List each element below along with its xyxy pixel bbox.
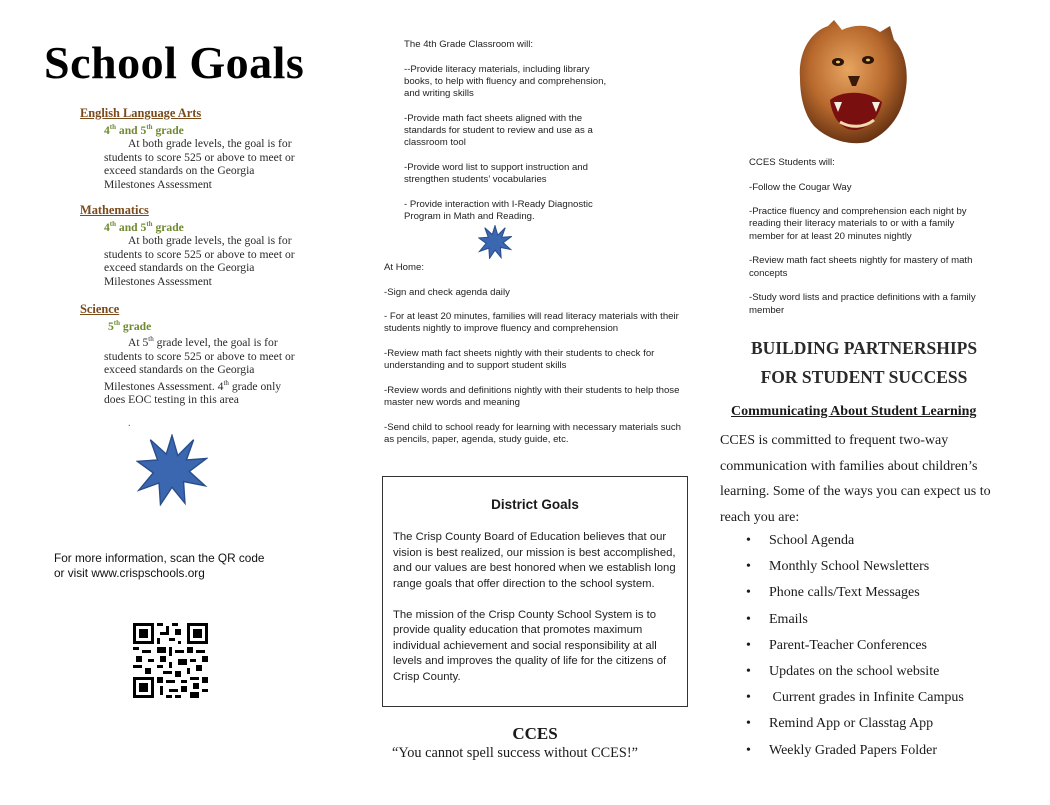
list-item: • Weekly Graded Papers Folder bbox=[746, 739, 964, 765]
communication-heading: Communicating About Student Learning bbox=[731, 404, 977, 419]
list-item: • Emails bbox=[746, 608, 964, 634]
grade-label: 5th grade bbox=[108, 318, 152, 333]
district-goals-body bbox=[393, 530, 679, 701]
grade-label: 4th and 5th grade bbox=[104, 219, 184, 234]
subject-ela bbox=[80, 107, 295, 191]
home-item: - For at least 20 minutes, families will read literacy materials with their students nightly to improve fluency and comprehension bbox=[384, 311, 679, 335]
subject-science bbox=[80, 303, 295, 407]
district-goals-box bbox=[382, 476, 688, 707]
partnership-title: BUILDING PARTNERSHIPS FOR STUDENT SUCCESS bbox=[750, 338, 978, 387]
school-name: CCES bbox=[512, 724, 558, 743]
classroom-item: -Provide math fact sheets aligned with the standards for student to review and use as a classroom tool bbox=[404, 112, 593, 149]
stray-dot: . bbox=[128, 418, 131, 429]
goal-text: At both grade levels, the goal is for students to score 525 or above to meet or exceed standards on the Georgia Milestones Assessment bbox=[104, 137, 295, 191]
subject-heading: Mathematics bbox=[80, 203, 149, 217]
list-item: • School Agenda bbox=[746, 529, 964, 555]
school-motto: “You cannot spell success without CCES!” bbox=[392, 745, 638, 761]
classroom-item: -Provide word list to support instruction and strengthen students’ vocabularies bbox=[404, 161, 588, 186]
home-item: -Review math fact sheets nightly with their students to check for understanding and to support student skills bbox=[384, 348, 655, 372]
goal-text: At 5th grade level, the goal is for students to score 525 or above to meet or exceed standards on the Georgia Milestones Assessment. 4th grade only does EOC testing in this area bbox=[104, 335, 295, 407]
list-item: • Current grades in Infinite Campus bbox=[746, 686, 964, 712]
classroom-item: --Provide literacy materials, including library books, to help with fluency and comprehension, and writing skills bbox=[404, 63, 607, 100]
students-item: -Study word lists and practice definitions with a family member bbox=[749, 292, 976, 316]
student-commitments bbox=[749, 157, 989, 329]
communication-intro: CCES is committed to frequent two-way communication with families about children’s learning. Some of the ways you can expect us to reach you are: bbox=[720, 433, 991, 525]
home-item: -Sign and check agenda daily bbox=[384, 286, 510, 298]
subject-heading: Science bbox=[80, 302, 120, 316]
list-item: • Monthly School Newsletters bbox=[746, 555, 964, 581]
qr-code-icon[interactable] bbox=[133, 623, 208, 698]
classroom-item: - Provide interaction with I-Ready Diagnostic Program in Math and Reading. bbox=[404, 198, 593, 223]
students-heading: CCES Students will: bbox=[749, 157, 835, 168]
more-info-text: For more information, scan the QR code or visit www.crispschools.org bbox=[54, 551, 265, 580]
list-item: • Remind App or Classtag App bbox=[746, 712, 964, 738]
grade-label: 4th and 5th grade bbox=[104, 122, 184, 137]
district-vision-text: The Crisp County Board of Education believes that our vision is best realized, our mission is best accomplished, and our values are best honored when we establish long range goals that offer direction to the school system. bbox=[393, 531, 676, 590]
classroom-commitments bbox=[404, 39, 609, 236]
classroom-heading: The 4th Grade Classroom will: bbox=[404, 39, 534, 50]
district-goals-title: District Goals bbox=[491, 497, 579, 512]
subject-math bbox=[80, 204, 295, 288]
students-item: -Review math fact sheets nightly for mastery of math concepts bbox=[749, 255, 973, 279]
starburst-icon bbox=[478, 225, 512, 259]
students-item: -Follow the Cougar Way bbox=[749, 181, 852, 193]
home-item: -Review words and definitions nightly with their students to help those master new words and meaning bbox=[384, 384, 680, 409]
district-mission-text: The mission of the Crisp County School System is to provide quality education that promotes maximum individual achievement and social responsibility at all levels and improves the quality of life for the citizens of Crisp County. bbox=[393, 608, 667, 683]
home-heading: At Home: bbox=[384, 262, 424, 273]
list-item: • Phone calls/Text Messages bbox=[746, 581, 964, 607]
home-commitments bbox=[384, 262, 684, 459]
students-item: -Practice fluency and comprehension each night by reading their literacy materials to or with a family member for at least 20 minutes nightly bbox=[749, 206, 967, 242]
list-item: • Parent-Teacher Conferences bbox=[746, 634, 964, 660]
cougar-mascot-icon bbox=[790, 18, 915, 146]
communication-list bbox=[746, 529, 964, 765]
home-item: -Send child to school ready for learning with necessary materials such as pencils, paper, agenda, study guide, etc. bbox=[384, 421, 682, 446]
starburst-icon bbox=[136, 434, 208, 506]
subject-heading: English Language Arts bbox=[80, 106, 202, 120]
goal-text: At both grade levels, the goal is for students to score 525 or above to meet or exceed standards on the Georgia Milestones Assessment bbox=[104, 234, 295, 288]
page-title: School Goals bbox=[44, 37, 305, 88]
list-item: • Updates on the school website bbox=[746, 660, 964, 686]
